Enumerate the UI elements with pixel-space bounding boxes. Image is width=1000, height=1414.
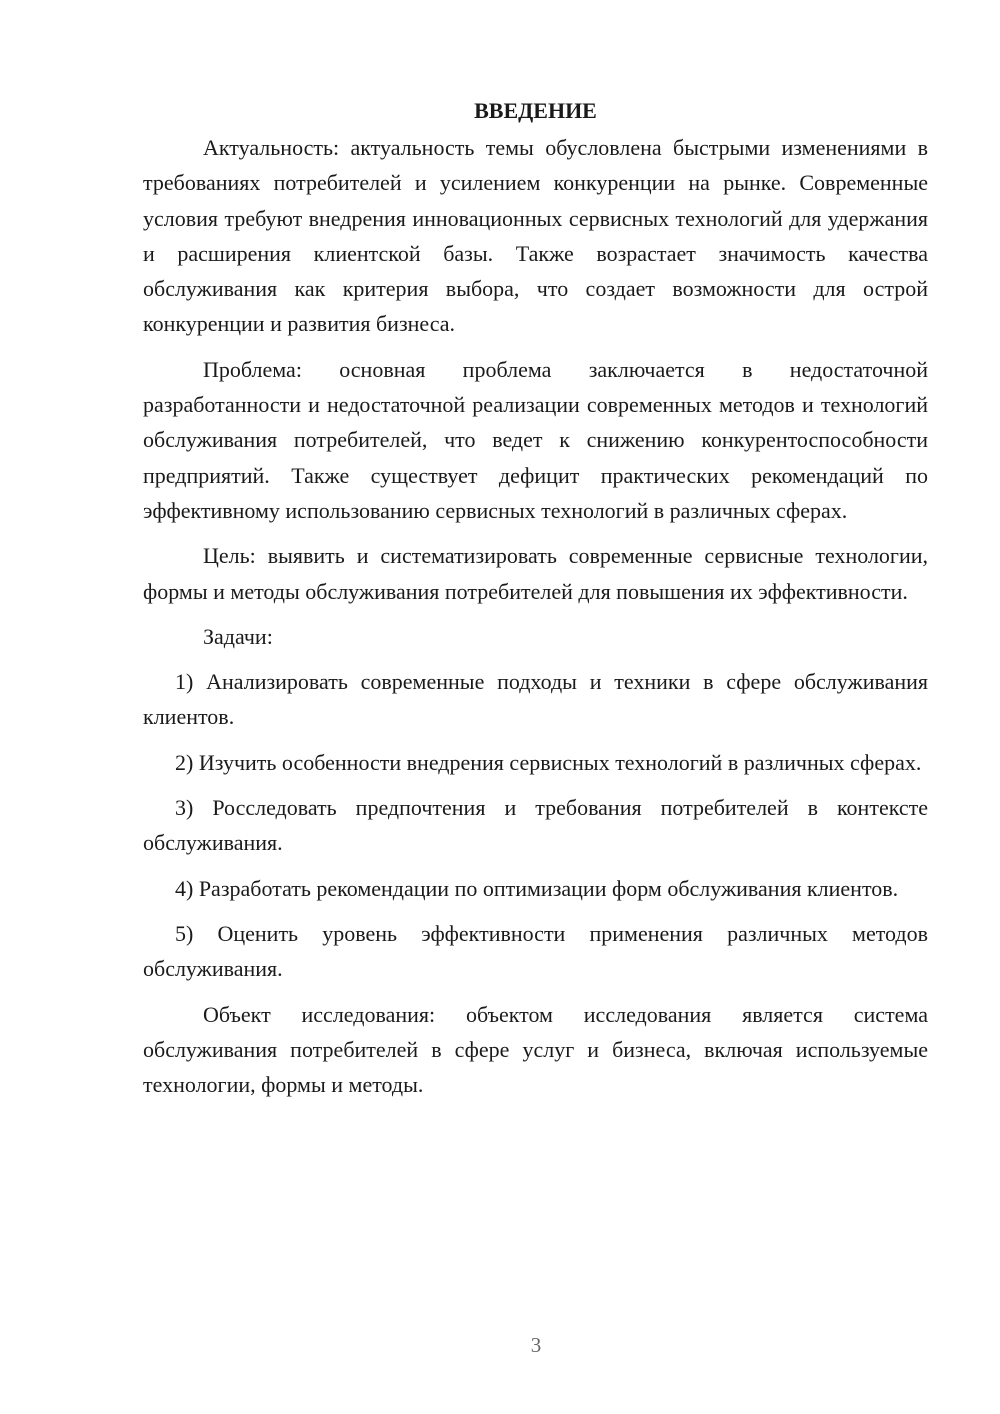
tasks-heading: Задачи:: [203, 623, 273, 649]
page-content: [143, 96, 928, 1112]
relevance-paragraph: Актуальность: актуальность темы обусловлена быстрыми изменениями в требованиях потребителей и усилением конкуренции на рынке. Современные условия требуют внедрения инновационных сервисных технологий для удержания и расширения клиентской базы. Также возрастает значимость качества обслуживания как критерия выбора, что создает возможности для острой конкуренции и развития бизнеса.: [143, 135, 928, 337]
task-item-5: 5) Оценить уровень эффективности применения различных методов обслуживания.: [143, 920, 928, 982]
task-item-2: 2) Изучить особенности внедрения сервисных технологий в различных сферах.: [175, 749, 922, 775]
object-paragraph: Объект исследования: объектом исследования является система обслуживания потребителей в сфере услуг и бизнеса, включая используемые технологии, формы и методы.: [143, 1001, 928, 1098]
task-item-3: 3) Росследовать предпочтения и требования потребителей в контексте обслуживания.: [143, 795, 928, 856]
page-number: 3: [530, 1333, 542, 1357]
section-title: ВВЕДЕНИЕ: [474, 98, 597, 123]
task-item-4: 4) Разработать рекомендации по оптимизации форм обслуживания клиентов.: [175, 875, 899, 901]
task-item-1: 1) Анализировать современные подходы и техники в сфере обслуживания клиентов.: [143, 669, 928, 730]
problem-paragraph: Проблема: основная проблема заключается в недостаточной разработанности и недостаточной реализации современных методов и технологий обслуживания потребителей, что ведет к снижению конкурентоспособности предприятий. Также существует дефицит практических рекомендаций по эффективному использованию сервисных технологий в различных сферах.: [143, 356, 928, 523]
goal-paragraph: Цель: выявить и систематизировать современные сервисные технологии, формы и методы обслуживания потребителей для повышения их эффективности.: [143, 543, 928, 604]
